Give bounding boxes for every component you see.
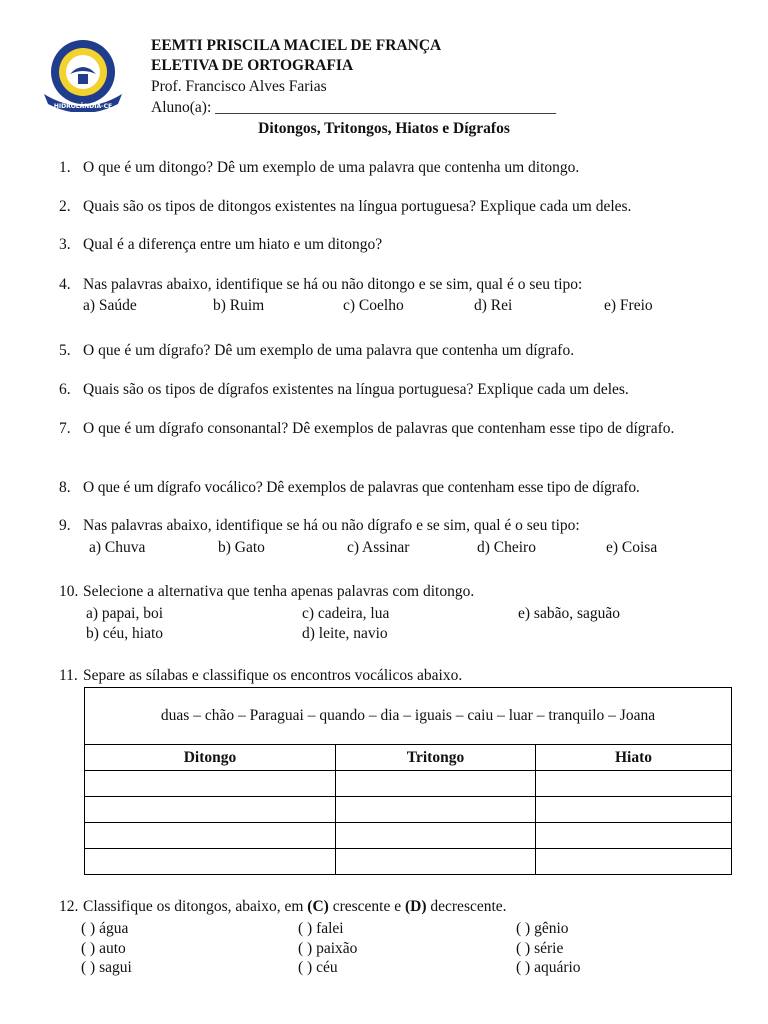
question-number: 4.: [59, 276, 71, 293]
question-number: 5.: [59, 342, 71, 359]
question-number: 7.: [59, 420, 71, 437]
text-part: Classifique os ditongos, abaixo, em: [83, 898, 308, 915]
text-part: crescente e: [328, 898, 405, 915]
question-number: 2.: [59, 198, 71, 215]
option: d) Cheiro: [477, 539, 536, 556]
answer-cell[interactable]: [536, 823, 732, 849]
answer-cell[interactable]: [85, 849, 336, 875]
option: a) papai, boi: [86, 605, 164, 622]
option: e) Coisa: [606, 539, 658, 556]
question-text: O que é um dígrafo vocálico? Dê exemplos de palavras que contenham esse tipo de dígrafo.: [83, 479, 640, 496]
question-number: 11.: [59, 667, 78, 684]
question-number: 6.: [59, 381, 71, 398]
classify-item[interactable]: ( ) gênio: [516, 920, 569, 937]
question-text: Separe as sílabas e classifique os encontros vocálicos abaixo.: [83, 667, 463, 684]
student-name-field[interactable]: Aluno(a): ____________________________________________: [151, 99, 557, 116]
classify-item[interactable]: ( ) céu: [298, 959, 338, 976]
option: d) leite, navio: [302, 625, 388, 642]
answer-cell[interactable]: [85, 823, 336, 849]
option: e) sabão, saguão: [518, 605, 620, 622]
classify-item[interactable]: ( ) água: [81, 920, 129, 937]
answer-cell[interactable]: [536, 797, 732, 823]
label-decrescente: (D): [404, 898, 427, 915]
logo-text: HIDROLÂNDIA-CE: [53, 103, 113, 110]
text-part: decrescente.: [426, 898, 507, 915]
table-row: [85, 797, 732, 823]
question-number: 1.: [59, 159, 71, 176]
classify-item[interactable]: ( ) falei: [298, 920, 344, 937]
answer-cell[interactable]: [336, 849, 536, 875]
column-header-ditongo: Ditongo: [85, 745, 336, 771]
option: a) Chuva: [89, 539, 146, 556]
table-row: [85, 849, 732, 875]
answer-cell[interactable]: [85, 797, 336, 823]
classify-item[interactable]: ( ) auto: [81, 940, 126, 957]
table-row: [85, 823, 732, 849]
word-list: duas – chão – Paraguai – quando – dia – iguais – caiu – luar – tranquilo – Joana: [85, 688, 732, 745]
option: c) Coelho: [343, 297, 404, 314]
column-header-hiato: Hiato: [536, 745, 732, 771]
school-name: EEMTI PRISCILA MACIEL DE FRANÇA: [151, 37, 442, 54]
question-text: Quais são os tipos de dígrafos existentes na língua portuguesa? Explique cada um deles.: [83, 381, 629, 398]
classify-item[interactable]: ( ) paixão: [298, 940, 358, 957]
answer-cell[interactable]: [85, 771, 336, 797]
question-text: Quais são os tipos de ditongos existentes na língua portuguesa? Explique cada um deles.: [83, 198, 632, 215]
classify-item[interactable]: ( ) série: [516, 940, 564, 957]
question-text: Qual é a diferença entre um hiato e um ditongo?: [83, 236, 383, 253]
teacher-name: Prof. Francisco Alves Farias: [151, 78, 327, 95]
answer-cell[interactable]: [336, 797, 536, 823]
option: c) Assinar: [347, 539, 410, 556]
label-crescente: (C): [307, 898, 329, 915]
answer-cell[interactable]: [336, 771, 536, 797]
question-text: O que é um dígrafo consonantal? Dê exemplos de palavras que contenham esse tipo de dígrafo.: [83, 420, 675, 437]
option: c) cadeira, lua: [302, 605, 390, 622]
question-number: 9.: [59, 517, 71, 534]
column-header-tritongo: Tritongo: [336, 745, 536, 771]
option: d) Rei: [474, 297, 513, 314]
question-number: 10.: [59, 583, 79, 600]
answer-cell[interactable]: [536, 771, 732, 797]
option: b) Ruim: [213, 297, 265, 314]
syllable-table: [84, 687, 732, 875]
table-row: [85, 771, 732, 797]
school-logo: [40, 38, 126, 112]
question-text: Selecione a alternativa que tenha apenas palavras com ditongo.: [83, 583, 475, 600]
question-number: 12.: [59, 898, 79, 915]
question-text: [83, 898, 507, 916]
question-text: O que é um dígrafo? Dê um exemplo de uma palavra que contenha um dígrafo.: [83, 342, 575, 359]
question-text: Nas palavras abaixo, identifique se há ou não ditongo e se sim, qual é o seu tipo:: [83, 276, 583, 293]
question-number: 3.: [59, 236, 71, 253]
answer-cell[interactable]: [336, 823, 536, 849]
page-title: Ditongos, Tritongos, Hiatos e Dígrafos: [258, 120, 510, 137]
question-text: Nas palavras abaixo, identifique se há ou não dígrafo e se sim, qual é o seu tipo:: [83, 517, 580, 534]
option: b) céu, hiato: [86, 625, 164, 642]
option: a) Saúde: [83, 297, 137, 314]
classify-item[interactable]: ( ) aquário: [516, 959, 581, 976]
option: b) Gato: [218, 539, 265, 556]
option: e) Freio: [604, 297, 653, 314]
course-name: ELETIVA DE ORTOGRAFIA: [151, 57, 354, 74]
question-text: O que é um ditongo? Dê um exemplo de uma palavra que contenha um ditongo.: [83, 159, 580, 176]
question-number: 8.: [59, 479, 71, 496]
classify-item[interactable]: ( ) sagui: [81, 959, 132, 976]
answer-cell[interactable]: [536, 849, 732, 875]
